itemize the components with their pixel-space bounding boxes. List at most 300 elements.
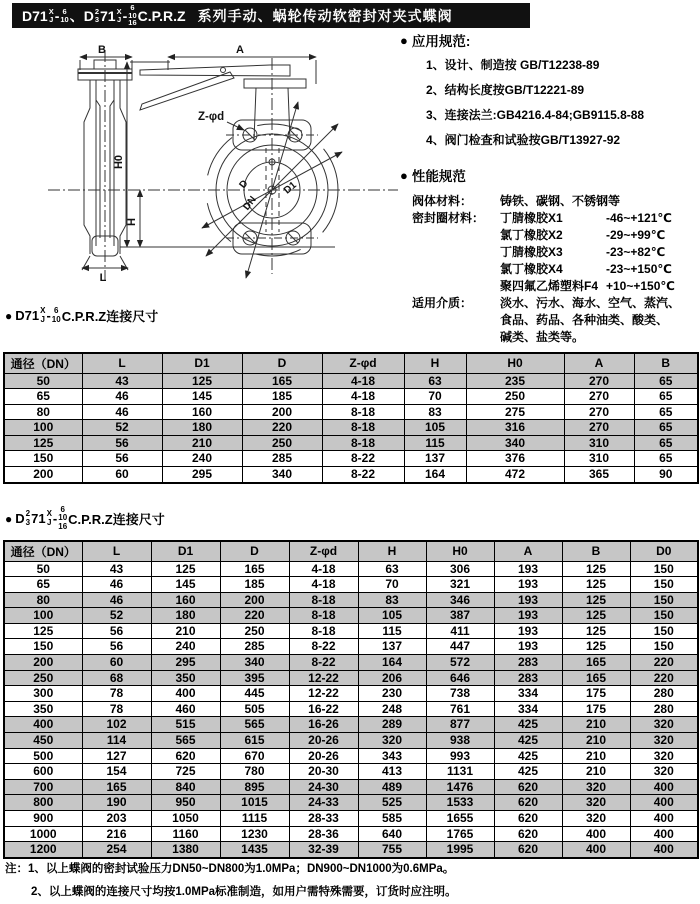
table-cell: 320 <box>562 795 630 811</box>
column-header: L <box>82 541 151 561</box>
table-cell: 346 <box>426 592 494 608</box>
application-spec-title: 应用规范: <box>411 34 471 49</box>
table-row <box>4 717 698 733</box>
stack-top: X <box>116 6 122 16</box>
table-cell: 1765 <box>426 826 494 842</box>
table-cell: 400 <box>630 779 698 795</box>
table-cell: 16-22 <box>289 701 358 717</box>
table-cell: 283 <box>494 655 562 671</box>
table-cell: 46 <box>82 577 151 593</box>
table-row <box>4 701 698 717</box>
table-cell: 50 <box>4 373 82 389</box>
table-cell: 220 <box>630 655 698 671</box>
section1-dash: - <box>46 308 51 323</box>
table-cell: 190 <box>82 795 151 811</box>
table-cell: 460 <box>151 701 220 717</box>
model1-base: D71 <box>22 7 48 24</box>
table-cell: 46 <box>82 389 162 405</box>
table-cell: 340 <box>242 467 322 483</box>
table-cell: 1435 <box>220 842 289 858</box>
table-cell: 193 <box>494 623 562 639</box>
dim-label-h: H <box>126 218 138 226</box>
table-cell: 285 <box>242 451 322 467</box>
table-cell: 900 <box>4 811 82 827</box>
table-cell: 525 <box>358 795 426 811</box>
table-cell: 145 <box>162 389 242 405</box>
table-cell: 216 <box>82 826 151 842</box>
table-cell: 65 <box>634 389 698 405</box>
table-cell: 738 <box>426 686 494 702</box>
performance-spec-heading <box>400 165 698 185</box>
table-cell: 700 <box>4 779 82 795</box>
table-row <box>4 826 698 842</box>
table-row <box>4 795 698 811</box>
seal-temp-range: -23~+150℃ <box>606 262 672 276</box>
dim-label-a: A <box>236 44 244 56</box>
model1-xj-stack <box>49 8 54 24</box>
table-cell: 165 <box>220 561 289 577</box>
table-cell: 210 <box>562 764 630 780</box>
column-header: 通径（DN） <box>4 541 82 561</box>
table-cell: 425 <box>494 733 562 749</box>
table-cell: 840 <box>151 779 220 795</box>
table-cell: 350 <box>4 701 82 717</box>
specifications-panel <box>400 30 698 346</box>
dim-label-z-phi-d: Z-φd <box>198 111 225 123</box>
table-cell: 206 <box>358 670 426 686</box>
table-cell: 46 <box>82 592 151 608</box>
seal-name: 聚四氟乙烯塑料F4 <box>500 279 599 293</box>
table-cell: 115 <box>358 623 426 639</box>
table-cell: 425 <box>494 748 562 764</box>
table-cell: 60 <box>82 467 162 483</box>
table-cell: 115 <box>404 435 466 451</box>
table-row <box>4 733 698 749</box>
table-cell: 12-22 <box>289 670 358 686</box>
stack-middle: 10 <box>58 513 68 523</box>
table-cell: 235 <box>466 373 564 389</box>
title-cprz: C.P.R.Z <box>137 7 186 24</box>
seal-temp-range: +10~+150℃ <box>606 279 675 293</box>
table-cell: 83 <box>404 404 466 420</box>
table-cell: 70 <box>404 389 466 405</box>
table-row <box>4 435 698 451</box>
table-cell: 343 <box>358 748 426 764</box>
table-cell: 620 <box>494 842 562 858</box>
table-cell: 950 <box>151 795 220 811</box>
table-cell: 400 <box>630 826 698 842</box>
title-series-text: 系列手动、蜗轮传动软密封对夹式蝶阀 <box>197 7 453 24</box>
stack-top: X <box>46 509 52 519</box>
section1-xj-stack <box>40 307 45 324</box>
table-cell: 65 <box>634 404 698 420</box>
table-cell: 160 <box>162 404 242 420</box>
table-row <box>4 670 698 686</box>
table-cell: 320 <box>630 733 698 749</box>
table-cell: 150 <box>4 451 82 467</box>
table-cell: 320 <box>630 764 698 780</box>
table-cell: 413 <box>358 764 426 780</box>
column-header: L <box>82 353 162 373</box>
table-cell: 505 <box>220 701 289 717</box>
title-banner <box>12 3 530 28</box>
table-header-row <box>4 541 698 561</box>
table-row <box>4 686 698 702</box>
section2-number: 71 <box>31 511 46 527</box>
table-cell: 400 <box>630 842 698 858</box>
table-cell: 472 <box>466 467 564 483</box>
table-row <box>4 561 698 577</box>
column-header: H <box>404 353 466 373</box>
column-header: D0 <box>630 541 698 561</box>
stack-top: 6 <box>130 2 135 12</box>
table-cell: 125 <box>162 373 242 389</box>
table-cell: 80 <box>4 404 82 420</box>
dim-label-dn: DN <box>241 194 259 213</box>
table-cell: 306 <box>426 561 494 577</box>
seal-material-line <box>412 210 698 227</box>
table-cell: 250 <box>4 670 82 686</box>
table-cell: 761 <box>426 701 494 717</box>
column-header: H <box>358 541 426 561</box>
table-cell: 56 <box>82 639 151 655</box>
table-cell: 8-18 <box>289 623 358 639</box>
table-cell: 365 <box>564 467 634 483</box>
table-cell: 210 <box>162 435 242 451</box>
model2-base: D <box>83 7 94 24</box>
table-cell: 164 <box>404 467 466 483</box>
table-cell: 175 <box>562 701 630 717</box>
table-cell: 400 <box>562 842 630 858</box>
table-cell: 8-22 <box>322 451 404 467</box>
valve-drawing-svg <box>30 40 405 305</box>
table-cell: 250 <box>242 435 322 451</box>
media-label: 适用介质： <box>412 296 473 310</box>
table-cell: 50 <box>4 561 82 577</box>
table-cell: 447 <box>426 639 494 655</box>
bullet-icon: ● <box>400 32 408 48</box>
table-cell: 180 <box>162 420 242 436</box>
table-cell: 320 <box>630 748 698 764</box>
table-cell: 200 <box>4 467 82 483</box>
table-cell: 200 <box>220 592 289 608</box>
table-cell: 145 <box>151 577 220 593</box>
seal-material-line <box>412 244 698 261</box>
table-cell: 248 <box>358 701 426 717</box>
column-header: D <box>242 353 322 373</box>
stack-bottom: J <box>47 517 52 527</box>
stack-top: 6 <box>54 306 59 316</box>
table-cell: 4-18 <box>289 577 358 593</box>
table-cell: 275 <box>466 404 564 420</box>
application-spec-item: 3、连接法兰:GB4216.4-84;GB9115.8-88 <box>426 108 645 122</box>
table-row <box>4 608 698 624</box>
table-cell: 125 <box>4 623 82 639</box>
table-cell: 376 <box>466 451 564 467</box>
table-row <box>4 420 698 436</box>
table-cell: 150 <box>630 592 698 608</box>
table-cell: 105 <box>358 608 426 624</box>
table-cell: 193 <box>494 577 562 593</box>
table-row <box>4 577 698 593</box>
table-cell: 1380 <box>151 842 220 858</box>
table-cell: 1131 <box>426 764 494 780</box>
media-values: 食品、药品、各种油类、酸类、 <box>500 313 669 327</box>
table-cell: 895 <box>220 779 289 795</box>
table-cell: 620 <box>494 795 562 811</box>
table-cell: 24-30 <box>289 779 358 795</box>
model2-xj-stack <box>117 8 122 24</box>
section1-base: D71 <box>15 308 40 323</box>
table-cell: 193 <box>494 639 562 655</box>
table-cell: 615 <box>220 733 289 749</box>
model2-pn-stack <box>128 4 136 28</box>
table-cell: 780 <box>220 764 289 780</box>
table-cell: 220 <box>242 420 322 436</box>
table-cell: 320 <box>358 733 426 749</box>
table-cell: 993 <box>426 748 494 764</box>
stack-bottom: 16 <box>58 521 68 531</box>
footnotes <box>5 860 457 899</box>
table-cell: 320 <box>630 717 698 733</box>
table-cell: 220 <box>630 670 698 686</box>
table-cell: 193 <box>494 592 562 608</box>
table-cell: 78 <box>82 701 151 717</box>
column-header: B <box>634 353 698 373</box>
body-material-line <box>412 193 698 210</box>
table-cell: 125 <box>151 561 220 577</box>
footnote-line: 2、以上蝶阀的连接尺寸均按1.0MPa标准制造，如用户需特殊需要，订货时应注明。 <box>31 886 457 898</box>
table-cell: 8-22 <box>289 655 358 671</box>
title-separator: 、 <box>69 7 84 24</box>
performance-spec-body <box>412 193 698 346</box>
table-cell: 289 <box>358 717 426 733</box>
table-cell: 78 <box>82 686 151 702</box>
model1-pn-stack <box>60 8 68 24</box>
table-cell: 400 <box>630 795 698 811</box>
bullet-icon: ● <box>5 308 13 323</box>
table-cell: 340 <box>466 435 564 451</box>
table-cell: 20-26 <box>289 733 358 749</box>
seal-material-line <box>412 227 698 244</box>
table-cell: 56 <box>82 623 151 639</box>
table-row <box>4 842 698 858</box>
table-cell: 125 <box>562 639 630 655</box>
table-cell: 150 <box>630 561 698 577</box>
table-cell: 43 <box>82 373 162 389</box>
table-cell: 185 <box>242 389 322 405</box>
model2-number: 71 <box>100 7 116 24</box>
connection-dimensions-table-d71 <box>3 352 699 484</box>
table-row <box>4 623 698 639</box>
table-cell: 938 <box>426 733 494 749</box>
model2-23-stack <box>95 8 99 24</box>
performance-spec-section <box>400 165 698 346</box>
table-cell: 280 <box>630 701 698 717</box>
table-cell: 185 <box>220 577 289 593</box>
table-cell: 285 <box>220 639 289 655</box>
table-cell: 28-36 <box>289 826 358 842</box>
seal-temp-range: -46~+121℃ <box>606 211 672 225</box>
section2-base: D <box>15 511 25 527</box>
table-cell: 125 <box>562 623 630 639</box>
table1-section-label <box>5 306 158 325</box>
stack-top: 6 <box>60 505 65 514</box>
table-cell: 80 <box>4 592 82 608</box>
table-cell: 56 <box>82 435 162 451</box>
table-row <box>4 592 698 608</box>
table-cell: 1115 <box>220 811 289 827</box>
table-cell: 65 <box>634 451 698 467</box>
table-cell: 193 <box>494 561 562 577</box>
table-cell: 8-18 <box>322 420 404 436</box>
seal-temp-range: -23~+82℃ <box>606 245 666 259</box>
table-cell: 270 <box>564 373 634 389</box>
table-row <box>4 764 698 780</box>
table-cell: 572 <box>426 655 494 671</box>
table-cell: 270 <box>564 404 634 420</box>
section2-pn-stack <box>58 506 67 531</box>
table-cell: 193 <box>494 608 562 624</box>
column-header: B <box>562 541 630 561</box>
dim-label-d: D <box>237 178 251 191</box>
table-cell: 230 <box>358 686 426 702</box>
table-cell: 63 <box>358 561 426 577</box>
table-cell: 270 <box>564 420 634 436</box>
table-cell: 400 <box>562 826 630 842</box>
footnote-line: 注：1、以上蝶阀的密封试验压力DN50~DN800为1.0MPa；DN900~DN1000为0.6MPa。 <box>5 863 455 875</box>
bullet-icon: ● <box>5 511 13 526</box>
table-cell: 32-39 <box>289 842 358 858</box>
table-cell: 154 <box>82 764 151 780</box>
table-cell: 1160 <box>151 826 220 842</box>
model2-dash: - <box>122 7 128 24</box>
seal-name: 氯丁橡胶X4 <box>500 262 563 276</box>
dim-label-b: B <box>98 44 106 56</box>
table-cell: 65 <box>4 577 82 593</box>
table-cell: 65 <box>634 435 698 451</box>
table-cell: 127 <box>82 748 151 764</box>
table-cell: 316 <box>466 420 564 436</box>
table-cell: 334 <box>494 686 562 702</box>
section2-23-stack <box>26 510 30 527</box>
table-cell: 4-18 <box>322 373 404 389</box>
table-cell: 1200 <box>4 842 82 858</box>
table-cell: 310 <box>564 451 634 467</box>
section1-suffix: C.P.R.Z连接尺寸 <box>61 309 159 324</box>
table-cell: 52 <box>82 608 151 624</box>
table-cell: 565 <box>220 717 289 733</box>
table-cell: 100 <box>4 420 82 436</box>
table-cell: 280 <box>630 686 698 702</box>
table-cell: 755 <box>358 842 426 858</box>
table-row <box>4 811 698 827</box>
stack-bottom: J <box>49 14 54 24</box>
column-header: 通径（DN） <box>4 353 82 373</box>
table-cell: 270 <box>564 389 634 405</box>
table-cell: 565 <box>151 733 220 749</box>
table-cell: 68 <box>82 670 151 686</box>
dim-label-l: L <box>99 272 107 284</box>
table-cell: 125 <box>562 561 630 577</box>
table-cell: 500 <box>4 748 82 764</box>
table-cell: 210 <box>562 748 630 764</box>
bullet-icon: ● <box>400 167 408 183</box>
table-cell: 400 <box>630 811 698 827</box>
section1-pn-stack <box>52 307 61 324</box>
table-cell: 165 <box>562 655 630 671</box>
table-cell: 8-22 <box>322 467 404 483</box>
table-cell: 340 <box>220 655 289 671</box>
section2-suffix: C.P.R.Z连接尺寸 <box>68 512 165 528</box>
media-values: 碱类、盐类等。 <box>500 330 585 344</box>
table-cell: 63 <box>404 373 466 389</box>
table-row <box>4 748 698 764</box>
table-cell: 90 <box>634 467 698 483</box>
table-cell: 150 <box>630 639 698 655</box>
table-cell: 16-26 <box>289 717 358 733</box>
stack-top: X <box>48 6 54 16</box>
column-header: H0 <box>466 353 564 373</box>
dim-label-h0: H0 <box>113 154 125 170</box>
table-cell: 65 <box>634 373 698 389</box>
table-row <box>4 389 698 405</box>
table-cell: 20-30 <box>289 764 358 780</box>
table-cell: 411 <box>426 623 494 639</box>
table-cell: 150 <box>4 639 82 655</box>
table-cell: 1655 <box>426 811 494 827</box>
media-values: 淡水、污水、海水、空气、蒸汽、 <box>500 296 681 310</box>
table-cell: 20-26 <box>289 748 358 764</box>
table-cell: 1995 <box>426 842 494 858</box>
table-cell: 400 <box>151 686 220 702</box>
body-material-label: 阀体材料： <box>412 194 473 208</box>
stack-bottom: J <box>40 314 45 324</box>
stack-bottom: 10 <box>60 14 69 24</box>
table-cell: 100 <box>4 608 82 624</box>
table-row <box>4 451 698 467</box>
table-cell: 620 <box>494 811 562 827</box>
table-cell: 56 <box>82 451 162 467</box>
table-cell: 877 <box>426 717 494 733</box>
table-cell: 320 <box>562 779 630 795</box>
table-cell: 240 <box>151 639 220 655</box>
table-cell: 220 <box>220 608 289 624</box>
table-cell: 8-18 <box>289 608 358 624</box>
table-cell: 620 <box>494 826 562 842</box>
table-cell: 283 <box>494 670 562 686</box>
table-cell: 395 <box>220 670 289 686</box>
table-cell: 387 <box>426 608 494 624</box>
table-cell: 83 <box>358 592 426 608</box>
column-header: D <box>220 541 289 561</box>
table-cell: 180 <box>151 608 220 624</box>
column-header: Z-φd <box>289 541 358 561</box>
table-cell: 125 <box>562 592 630 608</box>
application-spec-item: 4、阀门检查和试验按GB/T13927-92 <box>426 133 621 147</box>
valve-technical-drawing <box>30 40 405 305</box>
table-cell: 4-18 <box>322 389 404 405</box>
table-cell: 800 <box>4 795 82 811</box>
table-cell: 295 <box>162 467 242 483</box>
stack-bottom: J <box>117 14 122 24</box>
table-cell: 585 <box>358 811 426 827</box>
table-cell: 600 <box>4 764 82 780</box>
table-cell: 445 <box>220 686 289 702</box>
application-spec-heading <box>400 30 698 50</box>
table-cell: 210 <box>562 717 630 733</box>
column-header: A <box>494 541 562 561</box>
